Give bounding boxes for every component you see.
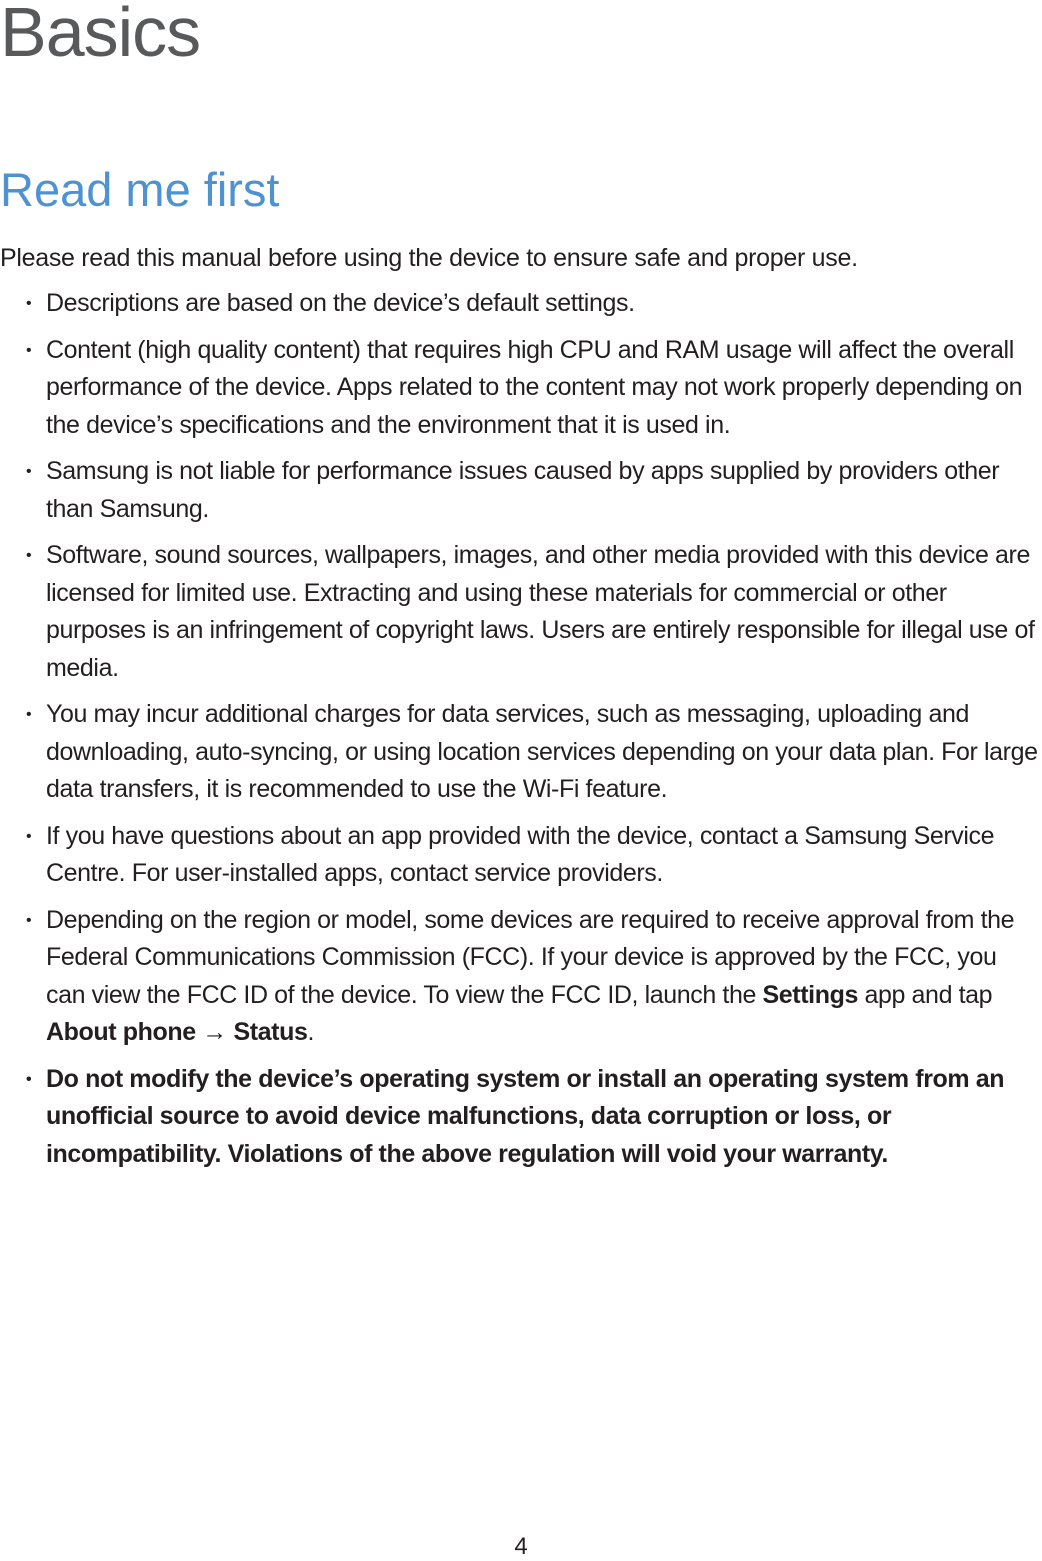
list-item-text: You may incur additional charges for data services, such as messaging, uploading and downloading, auto-syncing, or using location services depending on your data plan. For large data transfers, it is recommended to use the Wi-Fi feature. xyxy=(46,700,1038,803)
list-item-text: Software, sound sources, wallpapers, images, and other media provided with this device are licensed for limited use. Extracting and using these materials for commercial or other purposes is an infringement of copyright laws. Users are entirely responsible for illegal use of media. xyxy=(46,541,1035,682)
list-item xyxy=(0,537,1042,687)
list-item xyxy=(0,696,1042,809)
bullet-icon: • xyxy=(26,463,32,480)
bullet-icon: • xyxy=(26,1070,32,1088)
fcc-text-end: . xyxy=(307,1018,314,1046)
fcc-text: Depending on the region or model, some devices are required to receive approval from the Federal Communications Commission (FCC). If your device is approved by the FCC, you can view the FCC ID of the device. To view the FCC ID, launch the xyxy=(46,905,1015,1009)
page-number: 4 xyxy=(514,1533,528,1560)
list-item xyxy=(0,285,1042,323)
list-item-text: Descriptions are based on the device’s default settings. xyxy=(46,289,635,317)
bullet-icon: • xyxy=(26,911,32,929)
bullet-list xyxy=(0,285,1042,1182)
chapter-title: Basics xyxy=(0,0,201,71)
bullet-icon: • xyxy=(26,547,32,564)
fcc-text-middle: app and tap xyxy=(857,980,993,1009)
settings-app-label: Settings xyxy=(762,980,858,1009)
section-title: Read me first xyxy=(0,163,280,216)
fcc-list-item xyxy=(0,902,1042,1052)
status-label: Status xyxy=(233,1018,308,1046)
bullet-icon: • xyxy=(26,827,32,845)
list-item-text: Samsung is not liable for performance issues caused by apps supplied by providers other than Samsung. xyxy=(46,457,1000,523)
list-item xyxy=(0,332,1042,445)
warning-list-item xyxy=(0,1061,1042,1174)
list-item-text: If you have questions about an app provided with the device, contact a Samsung Service Centre. For user-installed apps, contact service providers. xyxy=(46,821,995,887)
bullet-icon: • xyxy=(26,341,32,359)
list-item-text: Content (high quality content) that requires high CPU and RAM usage will affect the overall performance of the device. Apps related to the content may not work properly depending on the device’s specifications and the environment that it is used in. xyxy=(46,335,1023,439)
arrow-icon: → xyxy=(195,1018,234,1046)
bullet-icon: • xyxy=(26,295,32,312)
warning-text: Do not modify the device’s operating system or install an operating system from an unofficial source to avoid device malfunctions, data corruption or loss, or incompatibility. Violations of the above regulation will void your warranty. xyxy=(46,1064,1005,1168)
list-item xyxy=(0,453,1042,528)
about-phone-label: About phone xyxy=(46,1018,196,1046)
intro-paragraph: Please read this manual before using the device to ensure safe and proper use. xyxy=(0,244,858,272)
bullet-icon: • xyxy=(26,706,32,723)
list-item xyxy=(0,818,1042,893)
